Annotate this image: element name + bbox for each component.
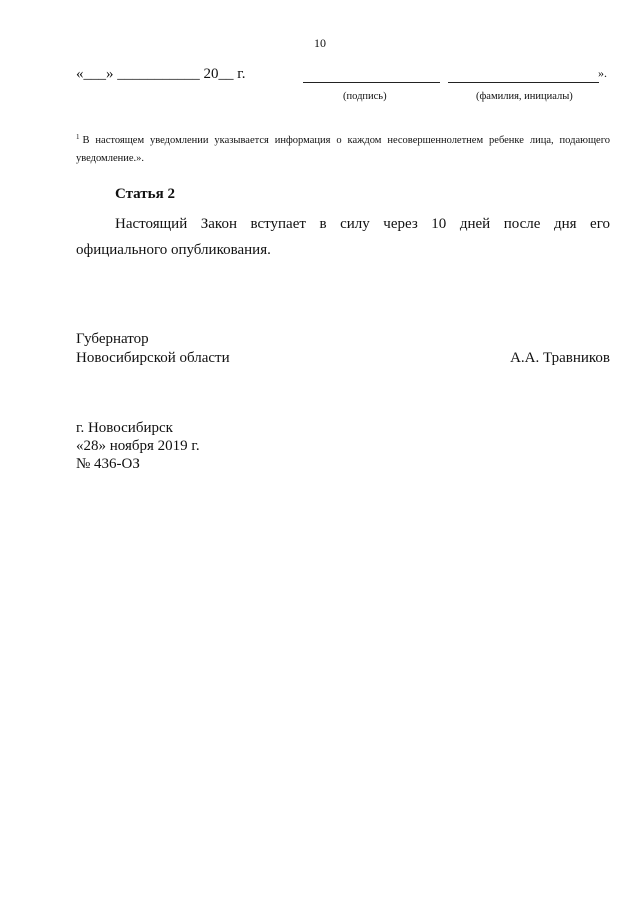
- name-underline: [448, 82, 599, 83]
- article-title: Статья 2: [115, 186, 175, 202]
- article-body-line1: Настоящий Закон вступает в силу через 10 дней после дня его: [115, 216, 610, 232]
- name-caption: (фамилия, инициалы): [476, 91, 573, 102]
- date-placeholder-line: «___» ___________ 20__ г.: [76, 66, 246, 82]
- law-number: № 436-ОЗ: [76, 456, 140, 472]
- signature-caption: (подпись): [343, 91, 387, 102]
- page-number: 10: [314, 36, 326, 50]
- governor-title: Губернатор: [76, 331, 149, 347]
- article-body-line2: официального опубликования.: [76, 242, 271, 258]
- date-of-signing: «28» ноября 2019 г.: [76, 438, 200, 454]
- closing-quote-mark: ».: [598, 66, 607, 80]
- article-body: [76, 211, 610, 263]
- footnote-text-line1: В настоящем уведомлении указывается информация о каждом несовершеннолетнем ребенке лица, подающего: [82, 135, 610, 146]
- footnote-text-line2: уведомление.».: [76, 153, 145, 164]
- footnote: [76, 128, 610, 168]
- signature-underline: [303, 82, 440, 83]
- footnote-mark: 1: [76, 133, 80, 141]
- governor-region: Новосибирской области: [76, 350, 230, 366]
- place-of-signing: г. Новосибирск: [76, 420, 173, 436]
- governor-name: А.А. Травников: [510, 350, 610, 366]
